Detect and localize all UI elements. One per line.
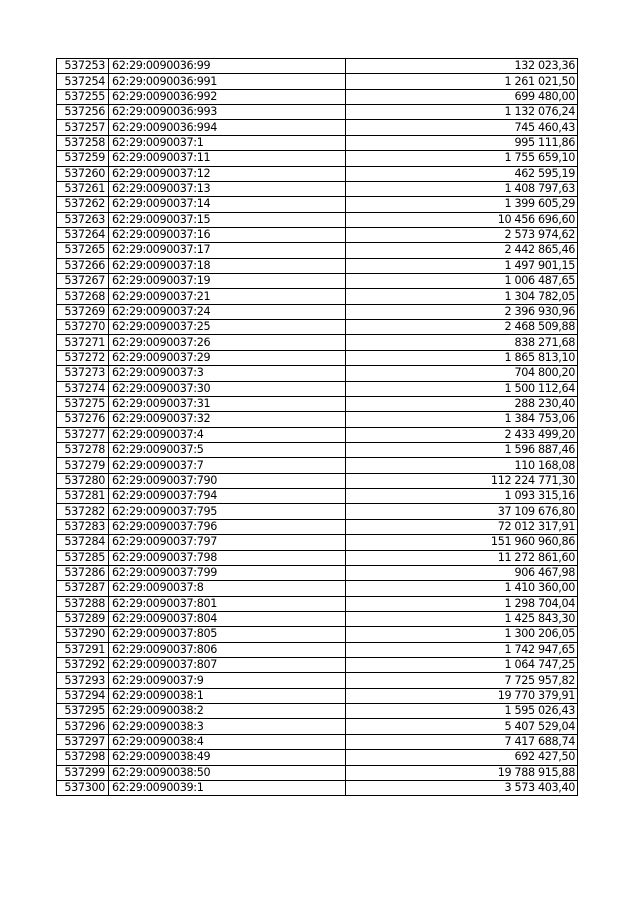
cadastral-value-cell: 3 573 403,40 — [346, 780, 578, 795]
row-number-cell: 537270 — [57, 320, 109, 335]
cadastral-number-cell: 62:29:0090037:805 — [109, 627, 346, 642]
cadastral-value-cell: 1 300 206,05 — [346, 627, 578, 642]
cadastral-number-cell: 62:29:0090037:24 — [109, 304, 346, 319]
row-number-cell: 537293 — [57, 673, 109, 688]
table-row — [57, 611, 578, 626]
table-row — [57, 135, 578, 150]
cadastral-value-cell: 1 425 843,30 — [346, 611, 578, 626]
row-number-cell: 537290 — [57, 627, 109, 642]
cadastral-value-cell: 1 596 887,46 — [346, 442, 578, 457]
cadastral-number-cell: 62:29:0090037:804 — [109, 611, 346, 626]
cadastral-value-cell: 1 006 487,65 — [346, 274, 578, 289]
row-number-cell: 537275 — [57, 396, 109, 411]
table-row — [57, 627, 578, 642]
table-row — [57, 227, 578, 242]
row-number-cell: 537281 — [57, 489, 109, 504]
cadastral-value-cell: 2 468 509,88 — [346, 320, 578, 335]
cadastral-number-cell: 62:29:0090039:1 — [109, 780, 346, 795]
cadastral-number-cell: 62:29:0090037:32 — [109, 412, 346, 427]
row-number-cell: 537283 — [57, 519, 109, 534]
row-number-cell: 537276 — [57, 412, 109, 427]
table-row — [57, 105, 578, 120]
row-number-cell: 537269 — [57, 304, 109, 319]
row-number-cell: 537297 — [57, 734, 109, 749]
table-row — [57, 243, 578, 258]
table-row — [57, 673, 578, 688]
row-number-cell: 537287 — [57, 581, 109, 596]
table-row — [57, 688, 578, 703]
cadastral-value-cell: 1 500 112,64 — [346, 381, 578, 396]
row-number-cell: 537262 — [57, 197, 109, 212]
cadastral-value-cell: 112 224 771,30 — [346, 473, 578, 488]
cadastral-number-cell: 62:29:0090037:807 — [109, 658, 346, 673]
table-row — [57, 289, 578, 304]
cadastral-number-cell: 62:29:0090037:798 — [109, 550, 346, 565]
row-number-cell: 537291 — [57, 642, 109, 657]
cadastral-value-cell: 1 595 026,43 — [346, 704, 578, 719]
row-number-cell: 537254 — [57, 74, 109, 89]
table-row — [57, 519, 578, 534]
row-number-cell: 537274 — [57, 381, 109, 396]
cadastral-number-cell: 62:29:0090037:19 — [109, 274, 346, 289]
cadastral-number-cell: 62:29:0090037:16 — [109, 227, 346, 242]
cadastral-value-cell: 1 399 605,29 — [346, 197, 578, 212]
cadastral-value-cell: 7 725 957,82 — [346, 673, 578, 688]
cadastral-value-cell: 19 770 379,91 — [346, 688, 578, 703]
table-row — [57, 151, 578, 166]
row-number-cell: 537261 — [57, 181, 109, 196]
row-number-cell: 537258 — [57, 135, 109, 150]
row-number-cell: 537265 — [57, 243, 109, 258]
row-number-cell: 537294 — [57, 688, 109, 703]
cadastral-value-cell: 110 168,08 — [346, 458, 578, 473]
table-row — [57, 642, 578, 657]
table-row — [57, 366, 578, 381]
row-number-cell: 537285 — [57, 550, 109, 565]
cadastral-number-cell: 62:29:0090037:13 — [109, 181, 346, 196]
table-row — [57, 320, 578, 335]
cadastral-number-cell: 62:29:0090037:30 — [109, 381, 346, 396]
row-number-cell: 537273 — [57, 366, 109, 381]
cadastral-number-cell: 62:29:0090037:1 — [109, 135, 346, 150]
row-number-cell: 537279 — [57, 458, 109, 473]
row-number-cell: 537267 — [57, 274, 109, 289]
cadastral-value-table — [56, 58, 578, 796]
cadastral-number-cell: 62:29:0090038:50 — [109, 765, 346, 780]
table-row — [57, 473, 578, 488]
cadastral-number-cell: 62:29:0090037:26 — [109, 335, 346, 350]
table-row — [57, 489, 578, 504]
row-number-cell: 537272 — [57, 350, 109, 365]
cadastral-value-cell: 838 271,68 — [346, 335, 578, 350]
cadastral-value-cell: 692 427,50 — [346, 750, 578, 765]
cadastral-number-cell: 62:29:0090038:3 — [109, 719, 346, 734]
cadastral-value-cell: 1 064 747,25 — [346, 658, 578, 673]
table-row — [57, 704, 578, 719]
cadastral-value-cell: 699 480,00 — [346, 89, 578, 104]
row-number-cell: 537278 — [57, 442, 109, 457]
row-number-cell: 537295 — [57, 704, 109, 719]
table-row — [57, 504, 578, 519]
row-number-cell: 537282 — [57, 504, 109, 519]
cadastral-value-cell: 1 497 901,15 — [346, 258, 578, 273]
cadastral-value-cell: 462 595,19 — [346, 166, 578, 181]
row-number-cell: 537284 — [57, 535, 109, 550]
cadastral-number-cell: 62:29:0090036:994 — [109, 120, 346, 135]
row-number-cell: 537259 — [57, 151, 109, 166]
cadastral-number-cell: 62:29:0090037:794 — [109, 489, 346, 504]
row-number-cell: 537256 — [57, 105, 109, 120]
cadastral-number-cell: 62:29:0090037:796 — [109, 519, 346, 534]
row-number-cell: 537300 — [57, 780, 109, 795]
cadastral-number-cell: 62:29:0090037:795 — [109, 504, 346, 519]
row-number-cell: 537289 — [57, 611, 109, 626]
cadastral-number-cell: 62:29:0090036:991 — [109, 74, 346, 89]
cadastral-number-cell: 62:29:0090037:790 — [109, 473, 346, 488]
cadastral-number-cell: 62:29:0090037:15 — [109, 212, 346, 227]
cadastral-number-cell: 62:29:0090036:992 — [109, 89, 346, 104]
row-number-cell: 537292 — [57, 658, 109, 673]
cadastral-value-cell: 11 272 861,60 — [346, 550, 578, 565]
table-row — [57, 750, 578, 765]
cadastral-value-cell: 1 865 813,10 — [346, 350, 578, 365]
row-number-cell: 537271 — [57, 335, 109, 350]
cadastral-number-cell: 62:29:0090037:12 — [109, 166, 346, 181]
row-number-cell: 537288 — [57, 596, 109, 611]
cadastral-number-cell: 62:29:0090037:9 — [109, 673, 346, 688]
row-number-cell: 537255 — [57, 89, 109, 104]
table-row — [57, 780, 578, 795]
cadastral-value-cell: 72 012 317,91 — [346, 519, 578, 534]
cadastral-number-cell: 62:29:0090037:7 — [109, 458, 346, 473]
cadastral-value-cell: 1 093 315,16 — [346, 489, 578, 504]
cadastral-number-cell: 62:29:0090037:14 — [109, 197, 346, 212]
cadastral-value-cell: 2 573 974,62 — [346, 227, 578, 242]
table-row — [57, 581, 578, 596]
table-row — [57, 274, 578, 289]
table-row — [57, 412, 578, 427]
cadastral-number-cell: 62:29:0090037:25 — [109, 320, 346, 335]
cadastral-value-cell: 151 960 960,86 — [346, 535, 578, 550]
table-row — [57, 89, 578, 104]
cadastral-value-cell: 19 788 915,88 — [346, 765, 578, 780]
cadastral-value-cell: 745 460,43 — [346, 120, 578, 135]
cadastral-number-cell: 62:29:0090036:99 — [109, 59, 346, 74]
cadastral-value-cell: 1 298 704,04 — [346, 596, 578, 611]
cadastral-number-cell: 62:29:0090037:29 — [109, 350, 346, 365]
table-row — [57, 166, 578, 181]
table-row — [57, 765, 578, 780]
table-row — [57, 381, 578, 396]
cadastral-number-cell: 62:29:0090037:797 — [109, 535, 346, 550]
cadastral-value-cell: 2 396 930,96 — [346, 304, 578, 319]
cadastral-number-cell: 62:29:0090037:18 — [109, 258, 346, 273]
cadastral-value-cell: 1 742 947,65 — [346, 642, 578, 657]
cadastral-number-cell: 62:29:0090037:3 — [109, 366, 346, 381]
cadastral-number-cell: 62:29:0090038:4 — [109, 734, 346, 749]
cadastral-number-cell: 62:29:0090038:1 — [109, 688, 346, 703]
cadastral-number-cell: 62:29:0090037:31 — [109, 396, 346, 411]
row-number-cell: 537264 — [57, 227, 109, 242]
cadastral-number-cell: 62:29:0090037:799 — [109, 565, 346, 580]
cadastral-number-cell: 62:29:0090037:21 — [109, 289, 346, 304]
table-row — [57, 550, 578, 565]
table-row — [57, 74, 578, 89]
row-number-cell: 537277 — [57, 427, 109, 442]
table-row — [57, 565, 578, 580]
table-row — [57, 396, 578, 411]
cadastral-number-cell: 62:29:0090037:11 — [109, 151, 346, 166]
table-row — [57, 658, 578, 673]
cadastral-value-cell: 10 456 696,60 — [346, 212, 578, 227]
cadastral-value-cell: 704 800,20 — [346, 366, 578, 381]
cadastral-number-cell: 62:29:0090037:801 — [109, 596, 346, 611]
table-row — [57, 59, 578, 74]
table-row — [57, 212, 578, 227]
cadastral-value-cell: 995 111,86 — [346, 135, 578, 150]
table-row — [57, 719, 578, 734]
table-row — [57, 427, 578, 442]
cadastral-value-cell: 5 407 529,04 — [346, 719, 578, 734]
table-row — [57, 442, 578, 457]
cadastral-value-cell: 1 410 360,00 — [346, 581, 578, 596]
row-number-cell: 537299 — [57, 765, 109, 780]
row-number-cell: 537280 — [57, 473, 109, 488]
row-number-cell: 537286 — [57, 565, 109, 580]
row-number-cell: 537260 — [57, 166, 109, 181]
cadastral-value-cell: 1 132 076,24 — [346, 105, 578, 120]
table-row — [57, 458, 578, 473]
table-row — [57, 120, 578, 135]
row-number-cell: 537268 — [57, 289, 109, 304]
cadastral-number-cell: 62:29:0090037:806 — [109, 642, 346, 657]
row-number-cell: 537257 — [57, 120, 109, 135]
table-row — [57, 535, 578, 550]
cadastral-number-cell: 62:29:0090037:8 — [109, 581, 346, 596]
row-number-cell: 537263 — [57, 212, 109, 227]
cadastral-number-cell: 62:29:0090038:2 — [109, 704, 346, 719]
table-row — [57, 181, 578, 196]
table-body — [57, 59, 578, 796]
cadastral-value-cell: 37 109 676,80 — [346, 504, 578, 519]
cadastral-number-cell: 62:29:0090038:49 — [109, 750, 346, 765]
row-number-cell: 537253 — [57, 59, 109, 74]
table-row — [57, 335, 578, 350]
table-row — [57, 596, 578, 611]
cadastral-value-cell: 2 433 499,20 — [346, 427, 578, 442]
cadastral-value-cell: 132 023,36 — [346, 59, 578, 74]
cadastral-number-cell: 62:29:0090037:4 — [109, 427, 346, 442]
cadastral-value-cell: 1 755 659,10 — [346, 151, 578, 166]
cadastral-value-cell: 2 442 865,46 — [346, 243, 578, 258]
cadastral-value-cell: 906 467,98 — [346, 565, 578, 580]
table-row — [57, 258, 578, 273]
cadastral-value-cell: 288 230,40 — [346, 396, 578, 411]
table-row — [57, 197, 578, 212]
cadastral-value-cell: 7 417 688,74 — [346, 734, 578, 749]
table-row — [57, 734, 578, 749]
cadastral-number-cell: 62:29:0090037:5 — [109, 442, 346, 457]
cadastral-number-cell: 62:29:0090037:17 — [109, 243, 346, 258]
cadastral-value-cell: 1 384 753,06 — [346, 412, 578, 427]
row-number-cell: 537298 — [57, 750, 109, 765]
row-number-cell: 537266 — [57, 258, 109, 273]
table-row — [57, 350, 578, 365]
cadastral-value-cell: 1 408 797,63 — [346, 181, 578, 196]
cadastral-number-cell: 62:29:0090036:993 — [109, 105, 346, 120]
cadastral-value-cell: 1 304 782,05 — [346, 289, 578, 304]
row-number-cell: 537296 — [57, 719, 109, 734]
table-row — [57, 304, 578, 319]
cadastral-value-cell: 1 261 021,50 — [346, 74, 578, 89]
